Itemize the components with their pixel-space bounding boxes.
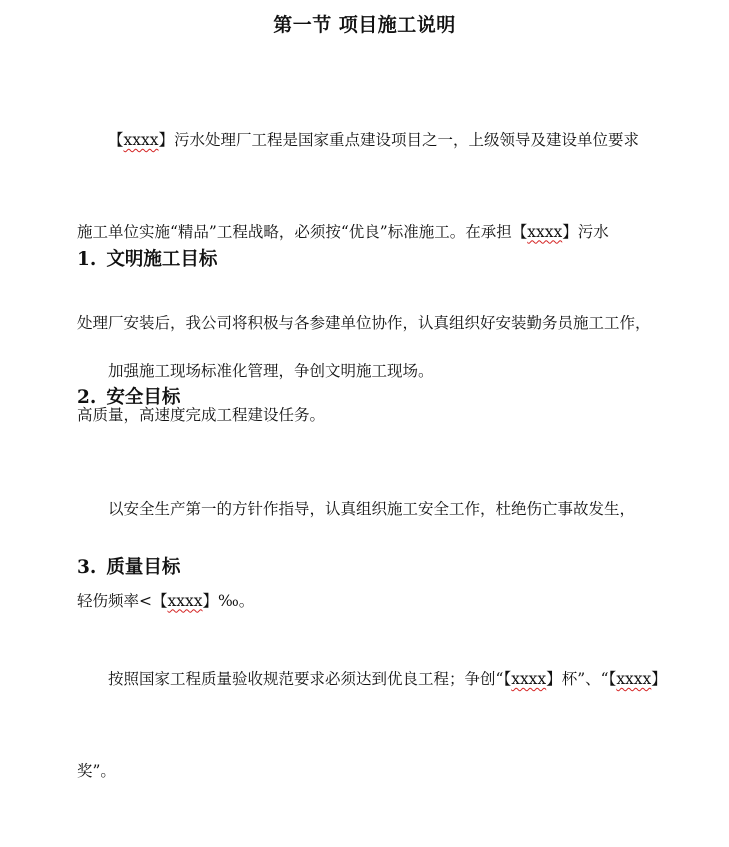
bracket-close: 】 [546,670,562,688]
intro-line-3: 处理厂安装后，我公司将积极与各参建单位协作，认真组织好安装勤务员施工工作， [77,314,651,332]
bracket-close: 】 [562,222,578,241]
intro-line-4: 高质量，高速度完成工程建设任务。 [77,405,326,424]
intro-line-2-tail: 污水 [577,222,609,241]
section-heading-3 [77,553,180,579]
placeholder-project-name: xxxx [527,222,563,241]
section-1-paragraph [77,295,667,448]
page-title: 第一节 项目施工说明 [273,14,456,36]
section-3-paragraph [77,603,667,847]
intro-line-2-text: 施工单位实施“精品”工程战略，必须按“优良”标准施工。在承担 [77,222,512,241]
section-number: 2. [77,387,97,408]
section-1-line-1: 加强施工现场标准化管理，争创文明施工现场。 [108,362,434,380]
section-3-line-1-mid: 杯”、“ [561,670,609,688]
placeholder-cup-name: xxxx [511,670,547,688]
section-2-line-2-pre: 轻伤频率< [77,591,152,610]
bracket-open: 【 [152,591,168,610]
placeholder-project-name: xxxx [123,131,159,149]
section-2-line-1: 以安全生产第一的方针作指导，认真组织施工安全工作，杜绝伤亡事故发生， [108,500,636,518]
intro-line-2 [77,217,667,248]
section-number: 3. [77,557,97,578]
section-2-line-2-post: ‰。 [218,591,255,610]
section-heading-text: 质量目标 [106,557,181,578]
bracket-open: 【 [608,670,617,688]
section-3-line-1-pre: 按照国家工程质量验收规范要求必须达到优良工程；争创“ [108,670,504,688]
placeholder-award-name: xxxx [616,670,652,688]
bracket-close: 】 [651,670,667,688]
section-heading-text: 文明施工目标 [106,249,218,270]
section-number: 1. [77,249,97,270]
intro-line-1 [77,125,667,156]
bracket-open: 【 [503,670,512,688]
bracket-close: 】 [202,591,218,610]
bracket-open: 【 [108,131,124,149]
section-heading-1 [77,245,217,271]
bracket-close: 】 [158,131,174,149]
section-heading-2 [77,383,180,409]
section-3-line-2: 奖”。 [77,761,116,780]
section-heading-text: 安全目标 [106,387,181,408]
bracket-open: 【 [511,222,528,241]
section-3-line-1 [77,664,667,695]
intro-line-1-text: 污水处理厂工程是国家重点建设项目之一，上级领导及建设单位要求 [174,131,640,149]
placeholder-rate: xxxx [167,591,203,610]
